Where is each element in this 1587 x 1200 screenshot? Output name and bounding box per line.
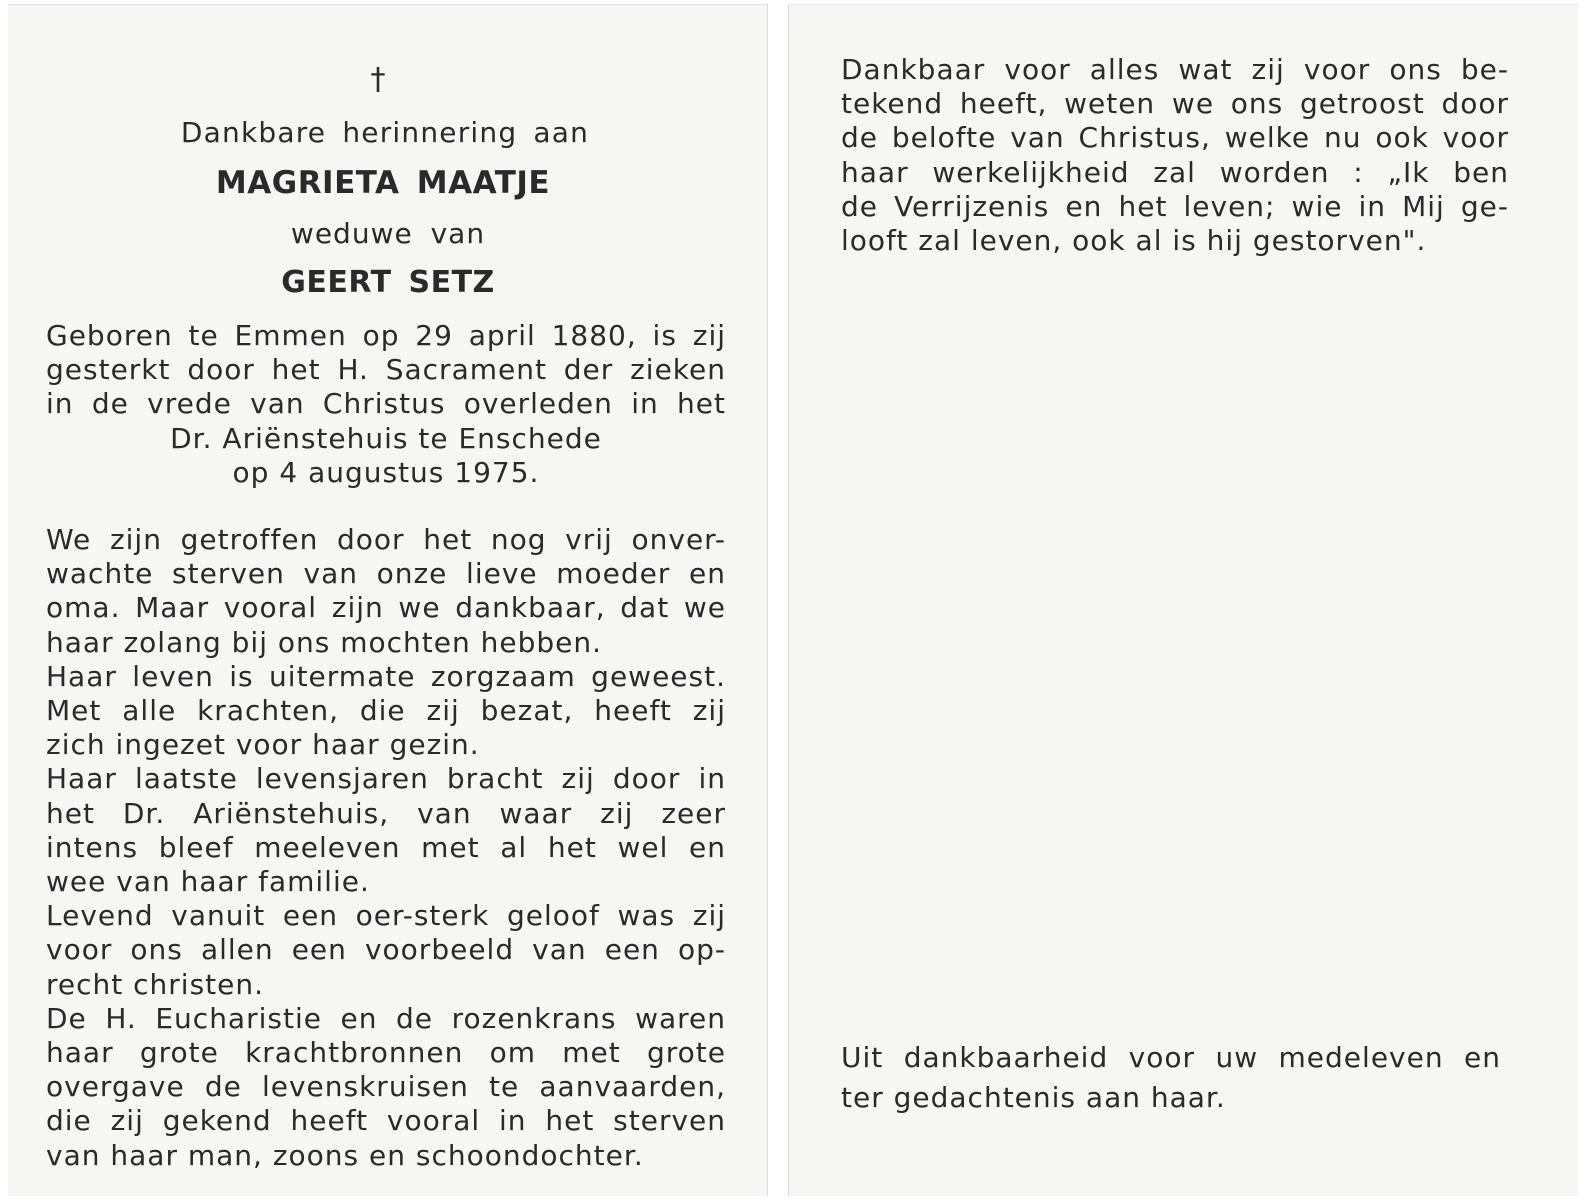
thanks-line: looft zal leven, ook al is hij gestorven". bbox=[841, 224, 1427, 258]
tribute-line: Levend vanuit een oer-sterk geloof was zij bbox=[46, 899, 726, 933]
tribute-line: We zijn getroffen door het nog vrij onver- bbox=[46, 523, 726, 556]
birth-line: in de vrede van Christus overleden in het bbox=[46, 387, 726, 421]
tribute-line: Met alle krachten, die zij bezat, heeft zij bbox=[46, 694, 726, 728]
closing-line: ter gedachtenis aan haar. bbox=[841, 1081, 1226, 1114]
thanks-line: haar werkelijkheid zal worden : „Ik ben bbox=[841, 155, 1509, 189]
tribute-line: zich ingezet voor haar gezin. bbox=[46, 728, 480, 762]
tribute-line: wee van haar familie. bbox=[46, 865, 370, 899]
widow-of-label: weduwe van bbox=[290, 217, 486, 250]
birth-line: Geboren te Emmen op 29 april 1880, is zij bbox=[46, 319, 726, 352]
tribute-line: voor ons allen een voorbeeld van een op- bbox=[46, 933, 726, 967]
intro-heading: Dankbare herinnering aan bbox=[180, 116, 590, 149]
husband-name: GEERT SETZ bbox=[281, 265, 495, 300]
thanks-line: de belofte van Christus, welke nu ook voor bbox=[841, 121, 1509, 155]
tribute-line: oma. Maar vooral zijn we dankbaar, dat we bbox=[46, 591, 726, 625]
tribute-line: overgave de levenskruisen te aanvaarden, bbox=[46, 1070, 726, 1104]
thanks-line: de Verrijzenis en het leven; wie in Mij ge- bbox=[841, 189, 1509, 223]
tribute-paragraph bbox=[46, 523, 726, 1173]
tribute-line: haar zolang bij ons mochten hebben. bbox=[46, 625, 603, 659]
tribute-line: van haar man, zoons en schoondochter. bbox=[46, 1138, 644, 1172]
closing-paragraph bbox=[841, 1038, 1501, 1118]
right-card-page bbox=[788, 4, 1578, 1196]
birth-paragraph bbox=[46, 319, 726, 490]
thanks-line: tekend heeft, weten we ons getroost door bbox=[841, 87, 1509, 121]
tribute-line: Haar laatste levensjaren bracht zij door in bbox=[46, 762, 726, 796]
closing-line: Uit dankbaarheid voor uw medeleven en bbox=[841, 1041, 1501, 1074]
tribute-line: die zij gekend heeft vooral in het sterven bbox=[46, 1104, 726, 1138]
birth-line: Dr. Ariënstehuis te Enschede bbox=[170, 421, 602, 455]
tribute-line: haar grote krachtbronnen om met grote bbox=[46, 1036, 726, 1070]
tribute-line: recht christen. bbox=[46, 967, 265, 1001]
tribute-line: De H. Eucharistie en de rozenkrans waren bbox=[46, 1001, 726, 1035]
tribute-line: intens bleef meeleven met al het wel en bbox=[46, 830, 726, 864]
thanks-line: Dankbaar voor alles wat zij voor ons be- bbox=[841, 53, 1509, 86]
tribute-line: het Dr. Ariënstehuis, van waar zij zeer bbox=[46, 796, 726, 830]
cross-symbol: † bbox=[370, 62, 386, 97]
deceased-name: MAGRIETA MAATJE bbox=[215, 165, 551, 201]
birth-line: gesterkt door het H. Sacrament der zieken bbox=[46, 353, 726, 387]
birth-line: op 4 augustus 1975. bbox=[232, 455, 540, 489]
tribute-line: Haar leven is uitermate zorgzaam geweest. bbox=[46, 659, 726, 693]
thanks-paragraph bbox=[841, 53, 1509, 258]
left-card-page bbox=[8, 4, 768, 1196]
tribute-line: wachte sterven van onze lieve moeder en bbox=[46, 557, 726, 591]
